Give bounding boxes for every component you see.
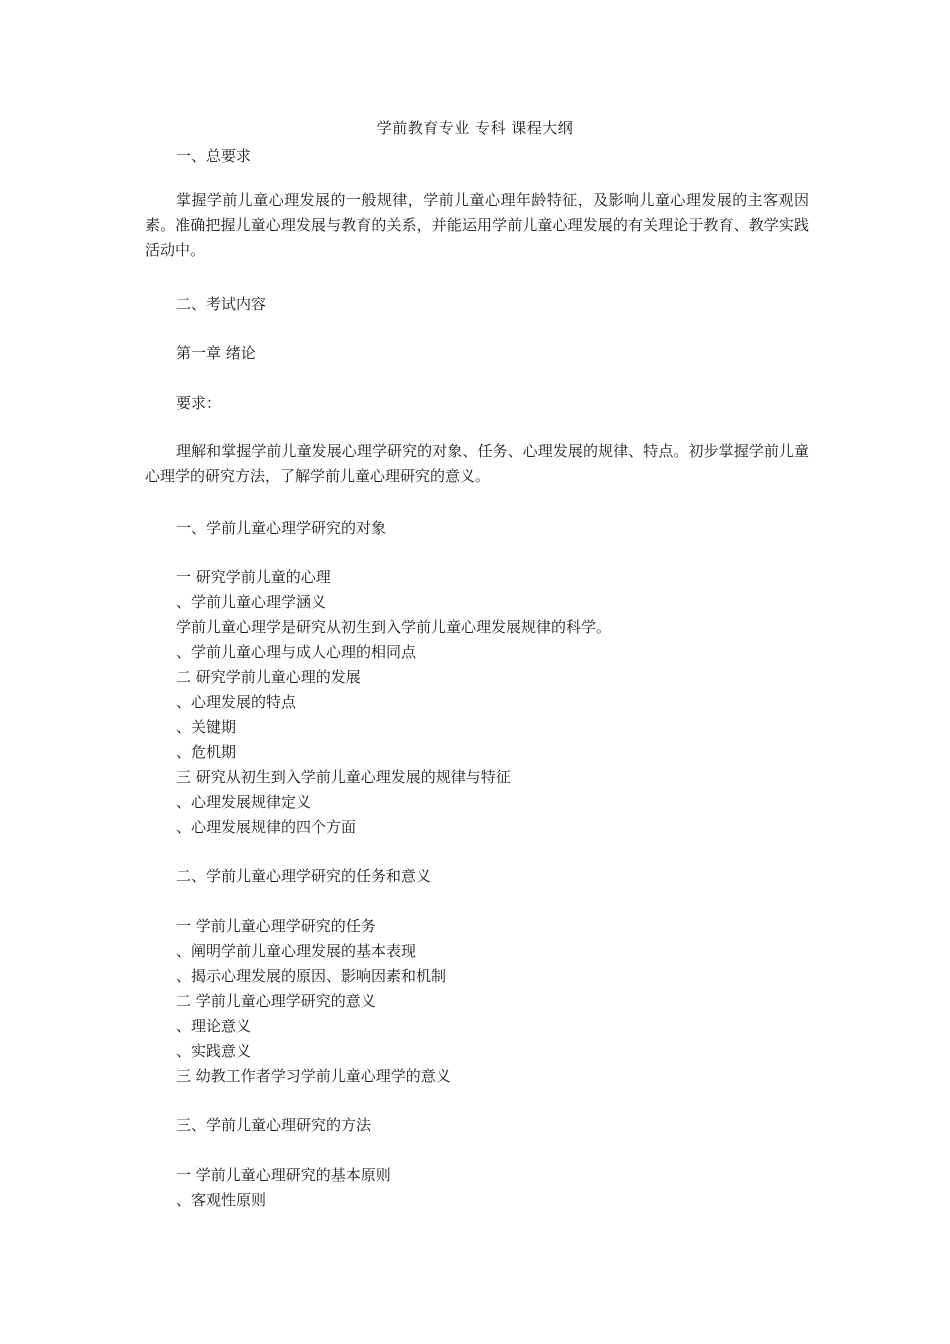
outline-item: 、心理发展规律的四个方面 bbox=[176, 818, 357, 836]
general-requirements-paragraph: 掌握学前儿童心理发展的一般规律，学前儿童心理年龄特征，及影响儿童心理发展的主客观因素。准确把握儿童心理发展与教育的关系，并能运用学前儿童心理发展的有关理论于教育、教学实践活动中。 bbox=[145, 191, 809, 259]
outline-item: 一 学前儿童心理学研究的任务 bbox=[176, 917, 376, 935]
outline-item: 、理论意义 bbox=[176, 1017, 252, 1035]
part-heading-research-object: 一、学前儿童心理学研究的对象 bbox=[176, 519, 387, 537]
outline-item: 三 研究从初生到入学前儿童心理发展的规律与特征 bbox=[176, 768, 511, 786]
requirements-paragraph: 理解和掌握学前儿童发展心理学研究的对象、任务、心理发展的规律、特点。初步掌握学前儿童心理学的研究方法，了解学前儿童心理研究的意义。 bbox=[145, 442, 809, 485]
outline-item: 、阐明学前儿童心理发展的基本表现 bbox=[176, 942, 417, 960]
part-heading-tasks-and-significance: 二、学前儿童心理学研究的任务和意义 bbox=[176, 867, 432, 885]
outline-item: 、学前儿童心理与成人心理的相同点 bbox=[176, 643, 417, 661]
outline-item: 三 幼教工作者学习学前儿童心理学的意义 bbox=[176, 1067, 451, 1085]
outline-item: 、心理发展规律定义 bbox=[176, 793, 312, 811]
outline-item: 二 学前儿童心理学研究的意义 bbox=[176, 992, 376, 1010]
outline-item: 一 研究学前儿童的心理 bbox=[176, 568, 331, 586]
section-heading-general-requirements: 一、总要求 bbox=[176, 147, 252, 165]
section-heading-exam-content: 二、考试内容 bbox=[176, 295, 267, 313]
document-title: 学前教育专业 专科 课程大纲 bbox=[376, 119, 574, 137]
requirements-label: 要求： bbox=[176, 394, 222, 412]
outline-item: 、学前儿童心理学涵义 bbox=[176, 593, 327, 611]
outline-item: 、客观性原则 bbox=[176, 1191, 267, 1209]
part-heading-research-methods: 三、学前儿童心理研究的方法 bbox=[176, 1116, 372, 1134]
outline-item: 二 研究学前儿童心理的发展 bbox=[176, 668, 361, 686]
outline-item: 、揭示心理发展的原因、影响因素和机制 bbox=[176, 967, 447, 985]
outline-item: 、心理发展的特点 bbox=[176, 693, 297, 711]
chapter-heading: 第一章 绪论 bbox=[176, 344, 256, 362]
outline-item: 、实践意义 bbox=[176, 1042, 252, 1060]
outline-item: 、危机期 bbox=[176, 743, 237, 761]
outline-item: 学前儿童心理学是研究从初生到入学前儿童心理发展规律的科学。 bbox=[176, 618, 612, 636]
outline-item: 一 学前儿童心理研究的基本原则 bbox=[176, 1166, 391, 1184]
outline-item: 、关键期 bbox=[176, 718, 237, 736]
